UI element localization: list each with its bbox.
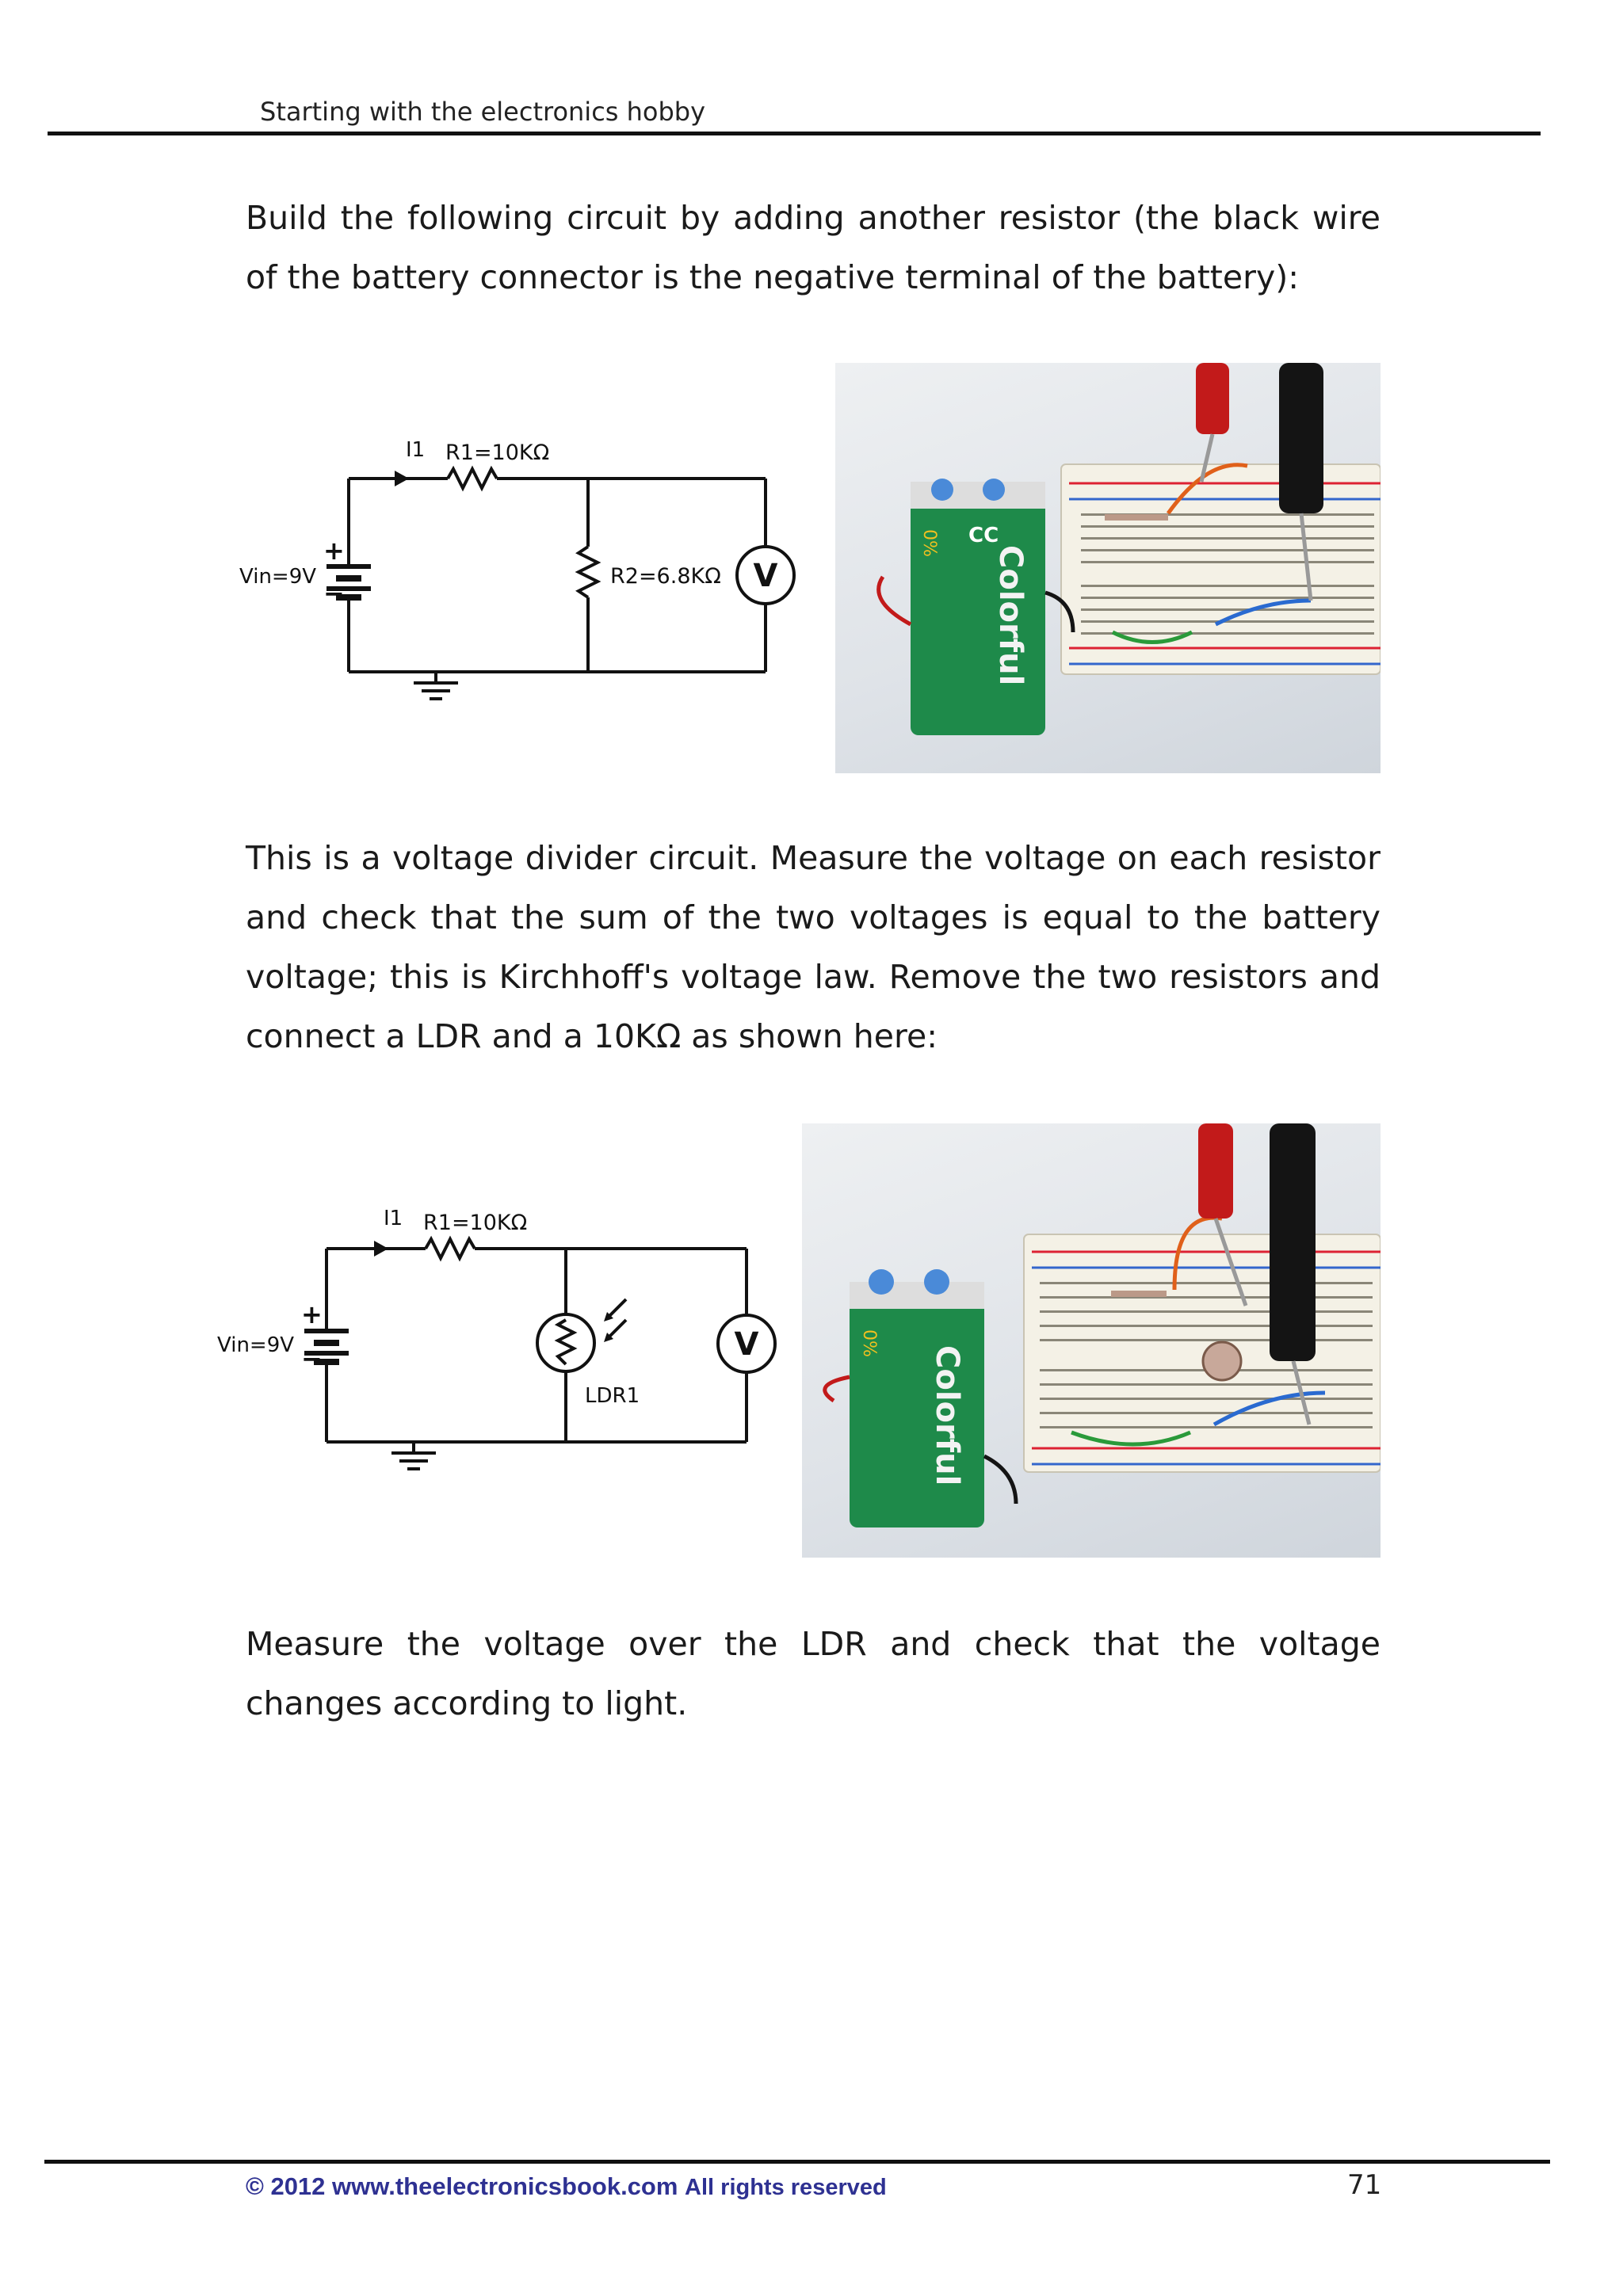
running-header: Starting with the electronics hobby [260,97,706,127]
header-rule [48,132,1541,135]
current-arrow-icon [395,471,409,486]
battery-plus: + [301,1299,323,1329]
current-arrow-icon [374,1241,388,1257]
r1-label: R1=10KΩ [423,1211,528,1235]
current-label: I1 [384,1207,403,1230]
breadboard-photo-1 [835,363,1381,773]
ldr-paragraph: Measure the voltage over the LDR and check that the voltage changes according to light. [246,1625,1381,1722]
battery-plus: + [323,536,345,566]
footer-rule [44,2160,1550,2164]
page-number: 71 [1347,2169,1382,2201]
battery-minus: − [323,578,345,608]
footer-copyright [246,2172,887,2201]
voltmeter-label: V [753,558,778,594]
battery-logo: CC [968,524,999,547]
copyright-text: © 2012 www.theelectronicsbook.com [246,2172,678,2200]
battery-minus: − [301,1344,323,1374]
intro-paragraph: Build the following circuit by adding another resistor (the black wire of the battery connector is the negative terminal of the battery): [246,199,1381,296]
breadboard-photo-2 [802,1123,1381,1558]
battery-brand: Colorful [992,545,1029,686]
battery-percent: 0% [859,1329,879,1357]
ldr-label: LDR1 [585,1384,640,1408]
voltage-divider-schematic [230,428,832,713]
current-label: I1 [406,438,426,462]
vin-label: Vin=9V [239,565,317,589]
voltage-divider-paragraph: This is a voltage divider circuit. Measure the voltage on each resistor and check that the sum of the two voltages is equal to the battery voltage; this is Kirchhoff's voltage law. Remove the two resistors and connect a LDR and a 10KΩ as shown here: [246,839,1381,1055]
ldr-circuit-schematic [208,1196,810,1482]
battery-percent: 0% [919,529,939,557]
r1-label: R1=10KΩ [445,441,550,465]
r2-label: R2=6.8KΩ [610,564,721,589]
vin-label: Vin=9V [217,1333,295,1357]
rights-text: All rights reserved [685,2175,887,2200]
voltmeter-label: V [734,1326,759,1363]
battery-brand: Colorful [929,1345,965,1486]
